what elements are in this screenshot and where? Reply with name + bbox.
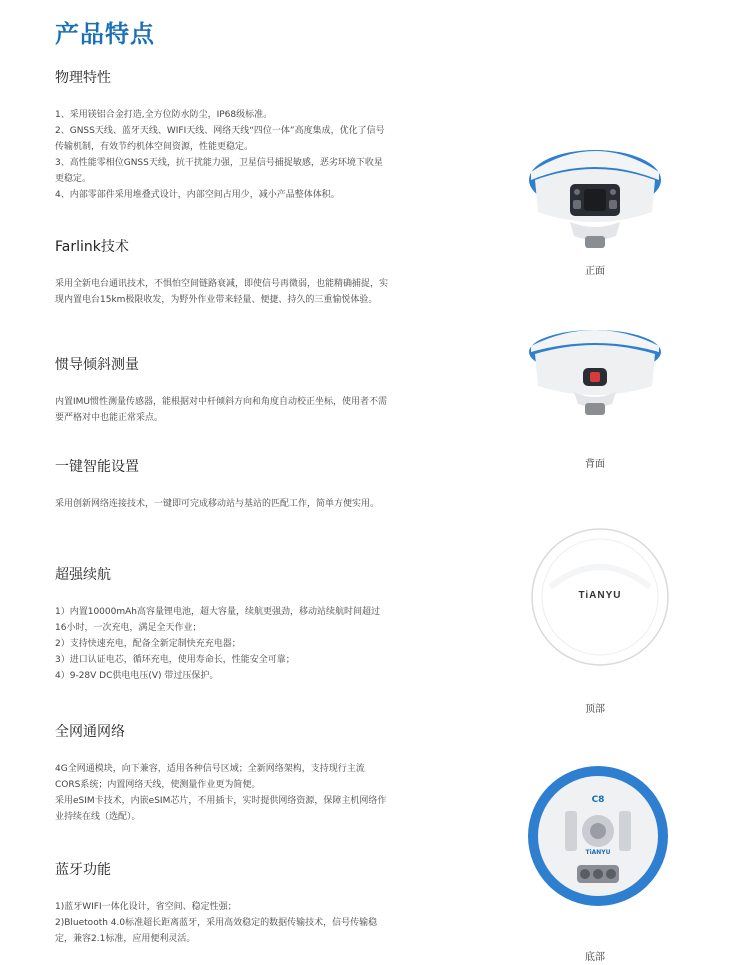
text-line: 采用全新电台通讯技术，不惧怕空间链路衰减，即使信号再微弱，也能精确捕捉，实现内置电台15km极限收发，为野外作业带来轻量、便捷、持久的三重愉悦体验。 bbox=[55, 279, 389, 305]
section-title: 蓝牙功能 bbox=[55, 862, 111, 878]
section-body bbox=[55, 107, 390, 203]
section-title: 惯导倾斜测量 bbox=[55, 357, 139, 373]
bottom-panel-icon bbox=[527, 765, 669, 907]
section-farlink bbox=[55, 236, 390, 308]
section-imu bbox=[55, 354, 390, 426]
section-body bbox=[55, 394, 390, 426]
text-line: 2、GNSS天线、蓝牙天线、WIFI天线、网络天线“四位一体”高度集成，优化了信号传输机制，有效节约机体空间资源，性能更稳定。 bbox=[55, 126, 385, 152]
device-bottom-image bbox=[527, 765, 669, 907]
text-line: 4）9-28V DC供电电压(V) 带过压保护。 bbox=[55, 671, 219, 681]
section-title: 一键智能设置 bbox=[55, 459, 139, 475]
section-body bbox=[55, 761, 390, 825]
section-body bbox=[55, 496, 390, 512]
device-back-image bbox=[518, 320, 673, 420]
text-line: 1、采用镁铝合金打造,全方位防水防尘，IP68级标准。 bbox=[55, 110, 273, 120]
section-physical bbox=[55, 67, 390, 203]
section-title: Farlink技术 bbox=[55, 239, 129, 255]
caption-top: 顶部 bbox=[585, 704, 605, 715]
section-title: 超强续航 bbox=[55, 567, 111, 583]
text-line: 4、内部零部件采用堆叠式设计，内部空间占用少，减小产品整体体积。 bbox=[55, 190, 340, 200]
brand-logo-bottom: TiANYU bbox=[585, 849, 611, 856]
caption-bottom: 底部 bbox=[585, 952, 605, 963]
text-line: 2)Bluetooth 4.0标准超长距离蓝牙，采用高效稳定的数据传输技术，信号传输稳定，兼容2.1标准，应用便利灵活。 bbox=[55, 918, 378, 944]
text-line: 采用创新网络连接技术，一键即可完成移动站与基站的匹配工作，简单方便实用。 bbox=[55, 499, 380, 509]
section-battery bbox=[55, 564, 390, 684]
device-front-image bbox=[518, 132, 673, 257]
brand-logo: TiANYU bbox=[578, 590, 622, 601]
section-title: 物理特性 bbox=[55, 70, 111, 86]
text-line: 采用eSIM卡技术，内嵌eSIM芯片，不用插卡，实时提供网络资源，保障主机网络作业持续在线（选配）。 bbox=[55, 796, 387, 822]
section-body bbox=[55, 276, 390, 308]
section-body bbox=[55, 899, 390, 947]
section-network bbox=[55, 721, 390, 825]
section-body bbox=[55, 604, 390, 684]
model-label: C8 bbox=[591, 795, 605, 805]
section-title: 全网通网络 bbox=[55, 724, 125, 740]
text-line: 1)蓝牙WIFI一体化设计，省空间、稳定性强； bbox=[55, 902, 237, 912]
page-title: 产品特点 bbox=[55, 20, 155, 48]
device-top-image bbox=[530, 527, 670, 667]
text-line: 1）内置10000mAh高容量锂电池，超大容量，续航更强劲，移动站续航时间超过16小时，一次充电，满足全天作业； bbox=[55, 607, 380, 633]
caption-back: 背面 bbox=[585, 459, 605, 470]
text-line: 3、高性能零相位GNSS天线，抗干扰能力强，卫星信号捕捉敏感，恶劣环境下收星更稳定。 bbox=[55, 158, 383, 184]
section-bluetooth bbox=[55, 859, 390, 947]
caption-front: 正面 bbox=[585, 266, 605, 277]
text-line: 3）进口认证电芯，循环充电，使用寿命长，性能安全可靠； bbox=[55, 655, 295, 665]
section-one-key bbox=[55, 456, 390, 512]
text-line: 内置IMU惯性测量传感器，能根据对中杆倾斜方向和角度自动校正坐标，使用者不需要严格对中也能正常采点。 bbox=[55, 397, 388, 423]
text-line: 4G全网通模块，向下兼容，适用各种信号区域；全新网络架构，支持现行主流CORS系统；内置网络天线，使测量作业更为简便。 bbox=[55, 764, 365, 790]
text-line: 2）支持快速充电，配备全新定制快充充电器； bbox=[55, 639, 241, 649]
